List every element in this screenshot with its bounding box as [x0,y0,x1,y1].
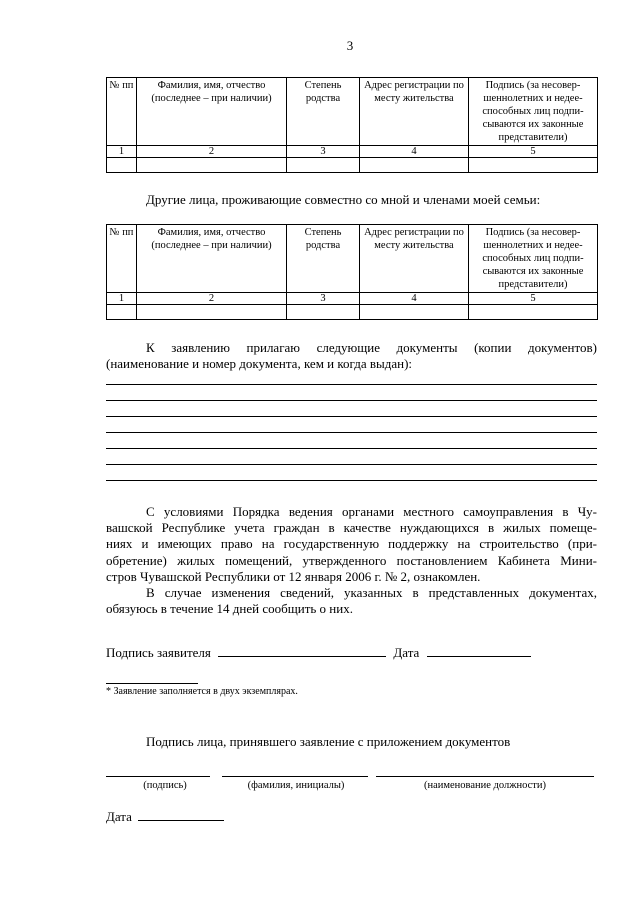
other-persons-heading: Другие лица, проживающие совместно со мной и членами моей семьи: [146,192,541,207]
conditions-line: вашской Республике учета граждан в качестве нуждающихся в жилых помеще- [106,520,597,536]
column-number: 4 [360,293,469,305]
table-header-row [107,225,598,293]
change-line-2: обязуюсь в течение 14 дней сообщить о них. [106,601,353,617]
column-number: 3 [287,146,360,158]
column-number: 1 [107,146,137,158]
applicant-signature-field[interactable] [218,643,386,657]
position-caption: (наименование должности) [423,780,547,791]
header-address: Адрес регистрации по месту жительства [360,78,469,146]
header-relationship: Степень родства [287,225,360,293]
conditions-line: С условиями Порядка ведения органами местного самоуправления в Чу- [146,504,597,519]
header-full-name: Фамилия, имя, отчество (последнее – при наличии) [137,225,287,293]
documents-blank-line[interactable] [106,464,597,465]
other-persons-table [106,224,598,320]
acceptor-name-field[interactable] [222,776,368,777]
documents-paragraph [106,340,597,372]
acceptance-date-field[interactable] [138,807,224,821]
table-cell[interactable] [360,305,469,320]
header-signature: Подпись (за несовер-шеннолетних и недее-способных лиц подпи-сываются их законные представители) [469,78,598,146]
documents-line-2: (наименование и номер документа, кем и когда выдан): [106,356,413,372]
table-cell[interactable] [469,158,598,173]
conditions-line: стров Чувашской Республики от 12 января 2006 г. № 2, ознакомлен. [106,568,481,584]
header-number: № пп [107,225,137,293]
column-number: 2 [137,293,287,305]
applicant-date-label: Дата [393,645,420,660]
table-row [107,158,598,173]
applicant-date-field[interactable] [427,643,531,657]
name-caption: (фамилия, инициалы) [247,780,345,791]
documents-blank-line[interactable] [106,416,597,417]
column-number: 1 [107,293,137,305]
footnote-divider [106,683,198,684]
table-cell[interactable] [137,158,287,173]
conditions-line: ниях и имеющих право на государственную поддержку на строительство (при- [106,536,597,552]
change-line-1: В случае изменения сведений, указанных в представленных документах, [146,585,597,601]
table-cell[interactable] [469,305,598,320]
column-numbers-row [107,293,598,305]
footnote: * Заявление заполняется в двух экземплярах. [106,686,298,697]
applicant-signature-label: Подпись заявителя [106,645,211,660]
table-cell[interactable] [137,305,287,320]
documents-blank-line[interactable] [106,400,597,401]
documents-blank-line[interactable] [106,448,597,449]
applicant-signature-row [106,643,531,661]
column-number: 5 [469,293,598,305]
table-row [107,305,598,320]
table-cell[interactable] [360,158,469,173]
header-relationship: Степень родства [287,78,360,146]
table-header-row [107,78,598,146]
table-cell[interactable] [107,305,137,320]
table-cell[interactable] [107,158,137,173]
column-number: 2 [137,146,287,158]
header-full-name: Фамилия, имя, отчество (последнее – при наличии) [137,78,287,146]
acceptor-position-field[interactable] [376,776,594,777]
acceptor-signature-field[interactable] [106,776,210,777]
conditions-line: обретение) жилых помещений, утвержденного постановлением Кабинета Мини- [106,552,597,568]
documents-blank-line[interactable] [106,384,597,385]
table-cell[interactable] [287,158,360,173]
header-signature: Подпись (за несовер-шеннолетних и недее-способных лиц подпи-сываются их законные представители) [469,225,598,293]
documents-blank-line[interactable] [106,432,597,433]
family-members-table [106,77,598,173]
column-number: 3 [287,293,360,305]
table-cell[interactable] [287,305,360,320]
documents-blank-line[interactable] [106,480,597,481]
acceptance-heading: Подпись лица, принявшего заявление с приложением документов [146,734,511,749]
header-number: № пп [107,78,137,146]
signature-caption: (подпись) [143,780,187,791]
column-number: 4 [360,146,469,158]
conditions-paragraph [106,504,597,617]
column-number: 5 [469,146,598,158]
acceptance-date-row [106,807,224,825]
column-numbers-row [107,146,598,158]
header-address: Адрес регистрации по месту жительства [360,225,469,293]
documents-line-1: К заявлению прилагаю следующие документы (копии документов) [146,340,597,355]
acceptance-date-label: Дата [106,809,132,824]
page-number: 3 [346,38,354,53]
